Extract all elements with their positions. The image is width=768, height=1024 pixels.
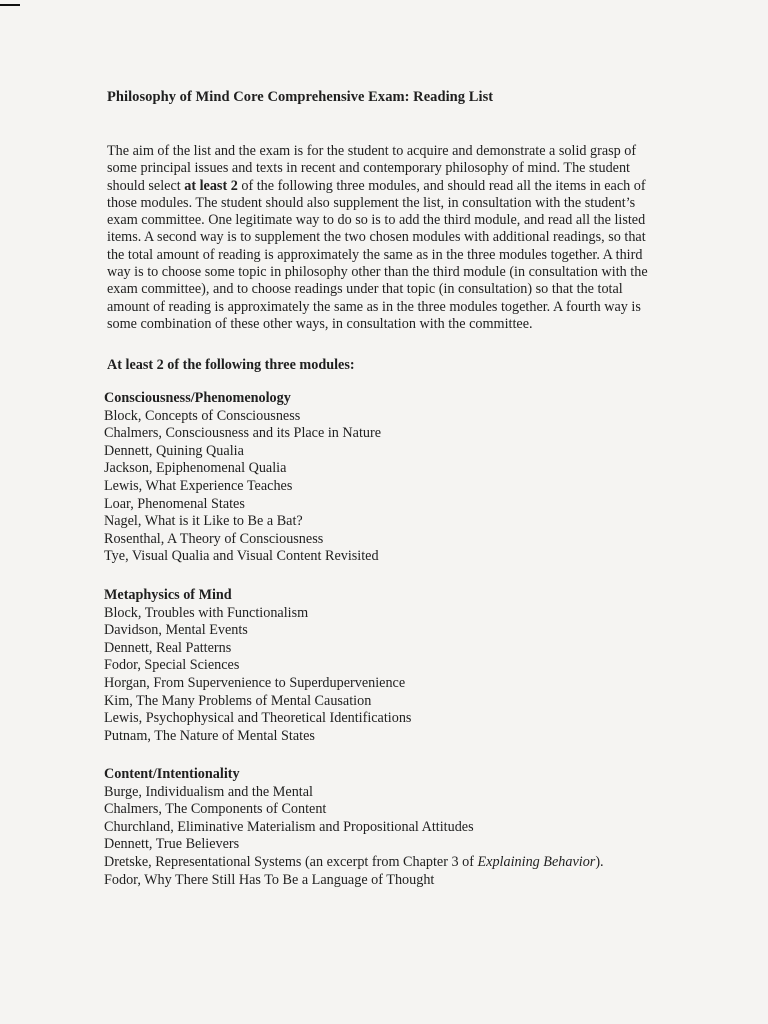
intro-line: exam committee. One legitimate way to do so is to add the third module, and read all the listed [107,212,646,229]
list-item: Burge, Individualism and the Mental [104,783,313,800]
dretske-text: Dretske, Representational Systems (an excerpt from Chapter 3 of [104,853,478,870]
intro-line: way is to choose some topic in philosophy other than the third module (in consultation with the [107,264,648,281]
list-item: Jackson, Epiphenomenal Qualia [104,460,287,477]
intro-line: the total amount of reading is approximately the same as in the three modules together. A third [107,246,643,263]
module-content [104,766,604,889]
list-item: Fodor, Why There Still Has To Be a Language of Thought [104,871,435,888]
module-title: Content/Intentionality [104,766,240,782]
intro-paragraph [107,143,692,333]
intro-line3-bold: at least 2 [184,177,238,194]
list-item: Loar, Phenomenal States [104,495,245,512]
intro-line: items. A second way is to supplement the two chosen modules with additional readings, so that [107,229,646,246]
list-item: Fodor, Special Sciences [104,657,240,674]
list-item: Tye, Visual Qualia and Visual Content Revisited [104,548,379,565]
module-consciousness [104,390,381,566]
list-item-dretske [104,854,604,872]
list-item: Churchland, Eliminative Materialism and Propositional Attitudes [104,818,474,835]
list-item: Putnam, The Nature of Mental States [104,727,315,744]
intro-line: those modules. The student should also supplement the list, in consultation with the student’s [107,194,636,211]
reading-list [104,784,604,890]
list-item: Horgan, From Supervenience to Superdupervenience [104,674,406,691]
list-item: Rosenthal, A Theory of Consciousness [104,530,324,547]
list-item: Lewis, What Experience Teaches [104,477,293,494]
list-item: Davidson, Mental Events [104,622,248,639]
intro-line: exam committee), and to choose readings under that topic (in consultation) so that the total [107,281,623,298]
module-metaphysics [104,587,411,745]
intro-line: some principal issues and texts in recent and contemporary philosophy of mind. The student [107,160,630,177]
intro-line: The aim of the list and the exam is for the student to acquire and demonstrate a solid grasp of [107,143,637,159]
list-item: Dennett, True Believers [104,836,240,853]
dretske-suffix: ). [595,853,604,870]
list-item: Kim, The Many Problems of Mental Causation [104,692,372,709]
list-item: Block, Troubles with Functionalism [104,604,309,621]
list-item: Dennett, Real Patterns [104,639,232,656]
intro-line: some combination of these other ways, in consultation with the committee. [107,315,533,332]
module-title: Consciousness/Phenomenology [104,390,291,406]
module-title: Metaphysics of Mind [104,587,232,603]
intro-line: amount of reading is approximately the same as in the three modules together. A fourth way is [107,298,641,315]
intro-line3-rest: of the following three modules, and should read all the items in each of [241,177,646,194]
modules-heading: At least 2 of the following three modules: [107,357,355,373]
intro-line3-prefix: should select [107,177,185,194]
list-item: Lewis, Psychophysical and Theoretical Identifications [104,710,412,727]
intro-line-mixed [107,178,692,195]
list-item: Block, Concepts of Consciousness [104,407,301,424]
scan-corner-mark [0,4,20,6]
list-item: Nagel, What is it Like to Be a Bat? [104,513,303,530]
document-title: Philosophy of Mind Core Comprehensive Exam: Reading List [107,89,494,105]
list-item: Chalmers, The Components of Content [104,801,327,818]
list-item: Dennett, Quining Qualia [104,442,244,459]
reading-list [104,605,411,746]
list-item: Chalmers, Consciousness and its Place in Nature [104,425,382,442]
dretske-book-title: Explaining Behavior [477,853,596,870]
reading-list [104,408,381,566]
